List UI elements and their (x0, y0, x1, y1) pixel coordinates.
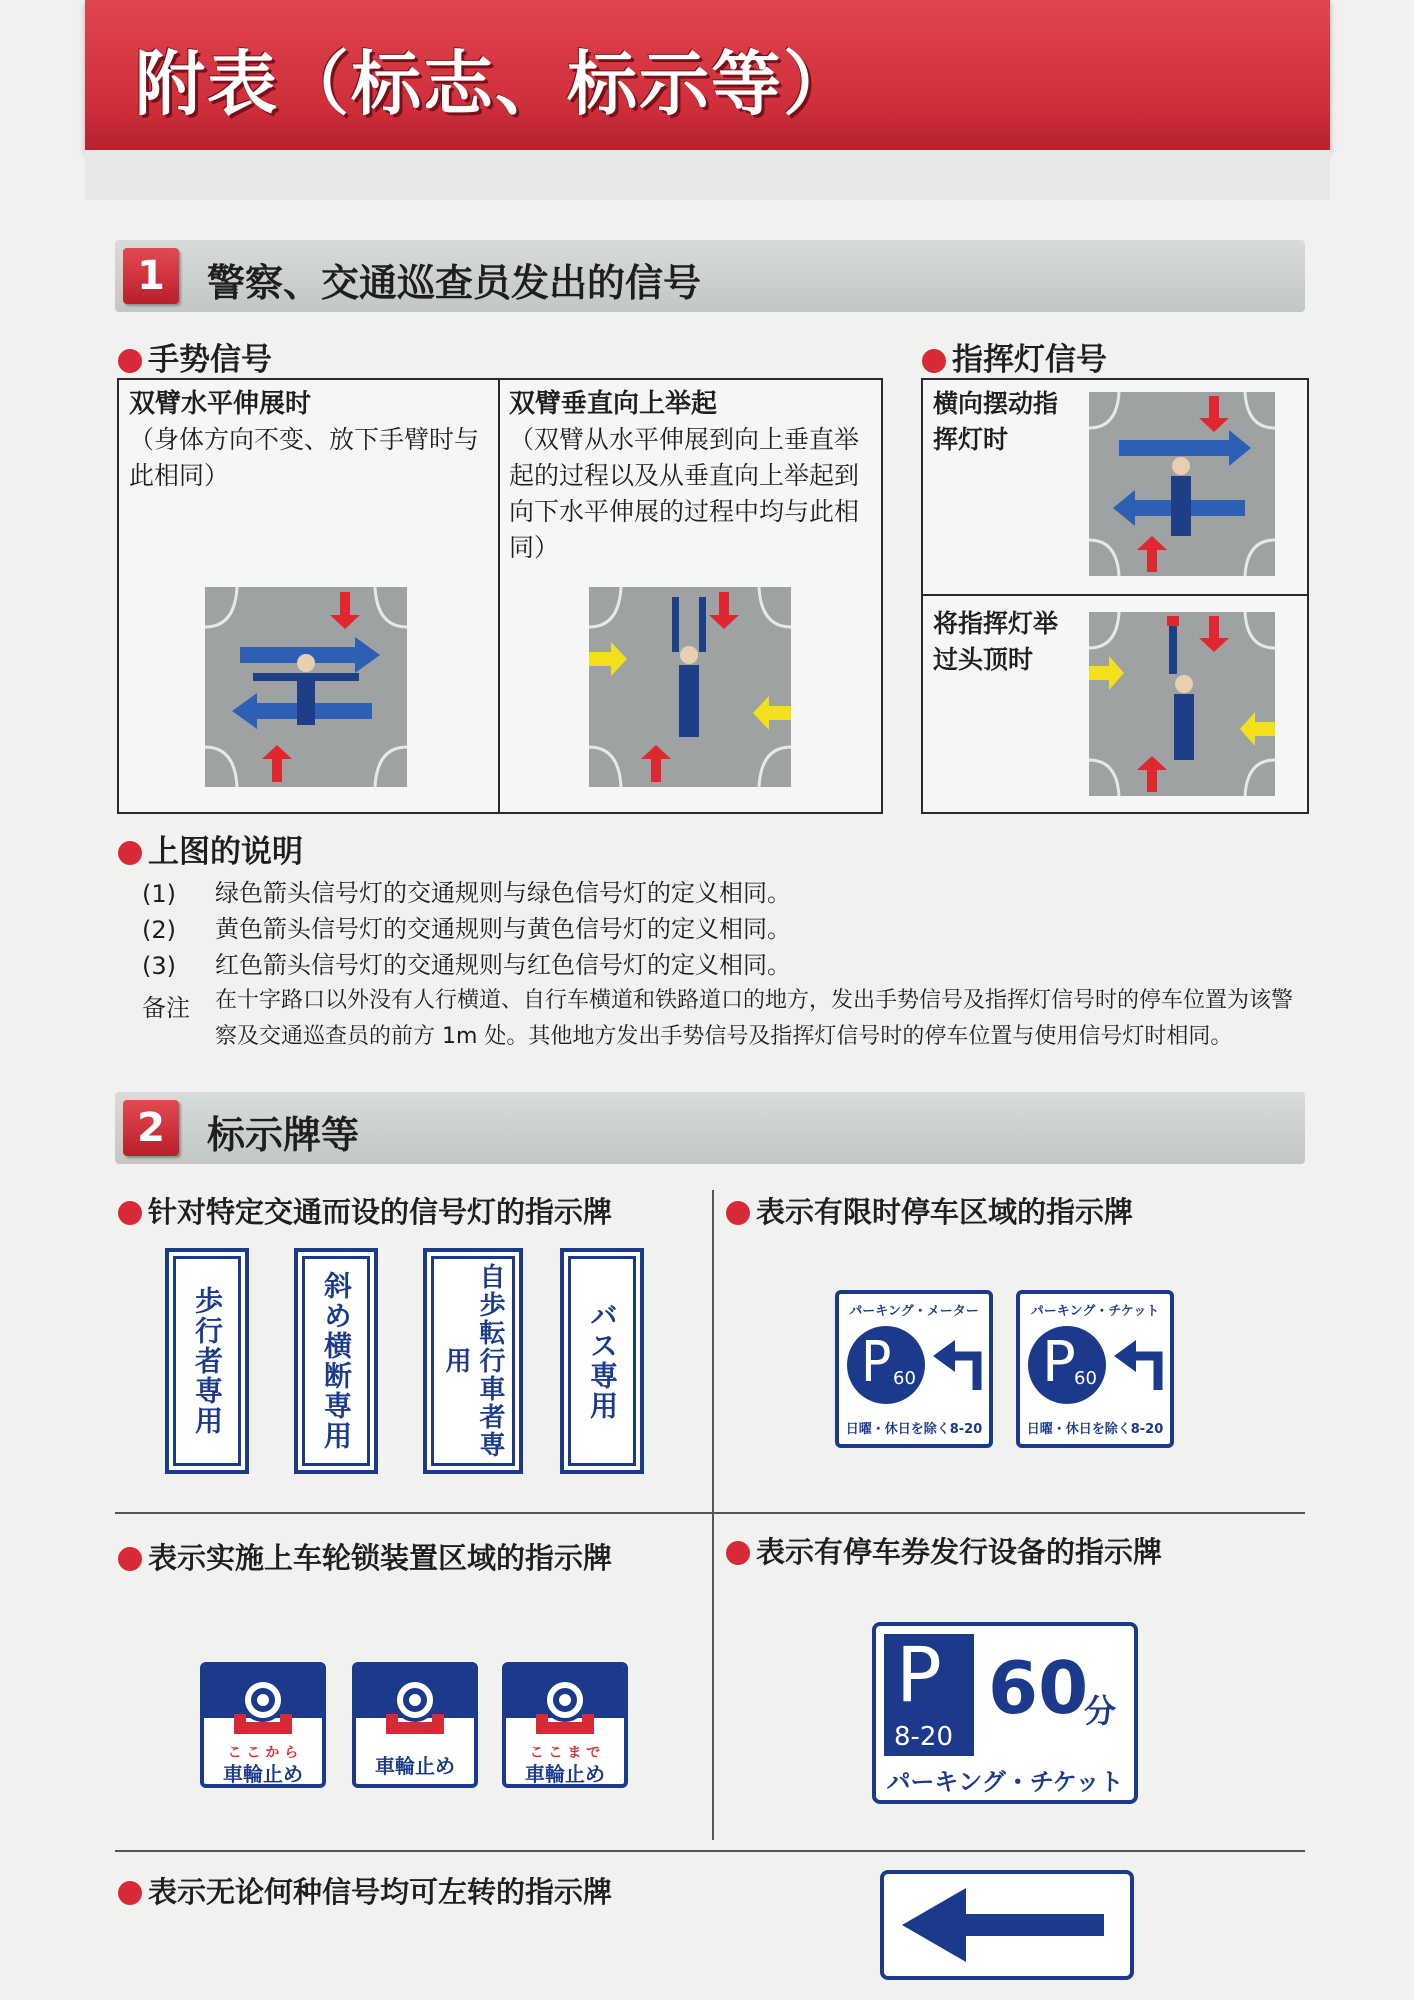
wheel-lock-sign (352, 1662, 478, 1788)
explain-heading: 上图的说明 (118, 826, 303, 871)
intersection-illustration (589, 587, 791, 787)
sign-minutes-unit: 分 (1084, 1692, 1117, 1730)
sign-p-block (884, 1630, 974, 1756)
wheel-lock-end-sign (502, 1662, 628, 1788)
cell-vertical-arms (509, 386, 871, 566)
ticket-heading: 表示有停车券发行设备的指示牌 (726, 1530, 1162, 1571)
sign-line2: 車輪止め (223, 1762, 303, 1786)
specific-traffic-heading: 针对特定交通而设的信号灯的指示牌 (118, 1190, 612, 1231)
sign-bottom-text: 日曜・休日を除く8-20 (1026, 1422, 1164, 1437)
arrow-left-icon (884, 1874, 1130, 1976)
section-1-header (115, 240, 1305, 312)
sign-top-text: パーキング・チケット (1030, 1304, 1160, 1319)
intersection-illustration (1089, 612, 1275, 796)
page-title: 附表（标志、标示等） (135, 43, 855, 125)
wheel-clamp-icon (382, 1676, 448, 1736)
sign-p-letter: P (896, 1630, 942, 1719)
bullet-icon (118, 1547, 142, 1571)
cell-title: 双臂垂直向上举起 (509, 389, 718, 419)
section-2-header (115, 1092, 1305, 1164)
pedestrian-bicycle-sign: 自歩転行車者専用 (423, 1248, 523, 1474)
parking-ticket-equipment-sign (872, 1622, 1138, 1804)
page-banner (85, 0, 1330, 150)
note-text: 红色箭头信号灯的交通规则与红色信号灯的定义相同。 (215, 951, 791, 979)
note-number: (3) (142, 952, 176, 980)
left-turn-heading: 表示无论何种信号均可左转的指示牌 (118, 1870, 612, 1911)
section-2-title: 标示牌等 (207, 1113, 360, 1157)
banner-shadow-band (85, 150, 1330, 200)
sign-bottom-text: 日曜・休日を除く8-20 (845, 1422, 983, 1437)
wheel-clamp-icon (230, 1676, 296, 1736)
parking-p-circle: P 60 (847, 1326, 925, 1404)
cell-horizontal-arms (129, 386, 489, 494)
section-1-number: 1 (123, 248, 179, 304)
note-text: 黄色箭头信号灯的交通规则与黄色信号灯的定义相同。 (215, 915, 791, 943)
cell-light-swing: 横向摆动指挥灯时 (933, 389, 1059, 454)
note-number: (2) (142, 916, 176, 944)
cell-desc: （双臂从水平伸展到向上垂直举起的过程以及从垂直向上举起到向下水平伸展的过程中均与此相同） (509, 425, 860, 562)
sign-line1: こ こ か ら (227, 1745, 299, 1761)
cell-title: 双臂水平伸展时 (129, 389, 312, 419)
arrow-left-turn-icon (1110, 1338, 1166, 1394)
arrow-left-turn-icon (929, 1338, 985, 1394)
bullet-icon (726, 1201, 750, 1225)
bullet-icon (118, 1201, 142, 1225)
diagonal-crossing-sign: 斜め横断専用 (294, 1248, 378, 1474)
sign-top-text: パーキング・メーター (849, 1304, 979, 1319)
time-limited-heading: 表示有限时停车区域的指示牌 (726, 1190, 1133, 1231)
officer-arms-raised-icon (589, 587, 791, 787)
sign-line2: 車輪止め (375, 1754, 455, 1778)
bullet-icon (922, 349, 946, 373)
light-signal-table (921, 378, 1309, 814)
grid-divider-vertical (712, 1190, 714, 1840)
table-divider (923, 594, 1307, 596)
section-2-number: 2 (123, 1100, 179, 1156)
bus-only-sign: バス専用 (560, 1248, 644, 1474)
bullet-icon (118, 1881, 142, 1905)
sign-minutes: 60 (988, 1646, 1089, 1730)
wheel-lock-heading: 表示实施上车轮锁装置区域的指示牌 (118, 1530, 678, 1586)
intersection-illustration (205, 587, 407, 787)
parking-p-circle: P 60 (1028, 1326, 1106, 1404)
sign-hours: 8-20 (894, 1722, 954, 1752)
parking-meter-sign (835, 1290, 993, 1448)
grid-divider-horizontal (115, 1850, 1305, 1852)
officer-swing-light-icon (1089, 392, 1275, 576)
intersection-illustration (1089, 392, 1275, 576)
note-number: (1) (142, 880, 176, 908)
hand-signal-heading: 手势信号 (118, 334, 272, 379)
grid-divider-horizontal (115, 1512, 1305, 1514)
note-text: 绿色箭头信号灯的交通规则与绿色信号灯的定义相同。 (215, 879, 791, 907)
sign-line2: 車輪止め (525, 1762, 605, 1786)
bullet-icon (726, 1541, 750, 1565)
bullet-icon (118, 841, 142, 865)
sign-line1: こ こ ま で (529, 1745, 601, 1761)
left-turn-any-signal-sign (880, 1870, 1134, 1980)
bullet-icon (118, 349, 142, 373)
cell-light-raised: 将指挥灯举过头顶时 (933, 609, 1059, 674)
parking-ticket-sign (1016, 1290, 1174, 1448)
remark-text: 在十字路口以外没有人行横道、自行车横道和铁路道口的地方，发出手势信号及指挥灯信号时的停车位置为该警察及交通巡查员的前方 1m 处。其他地方发出手势信号及指挥灯信号时的停车位置与使用信号灯时相同。 (215, 988, 1294, 1049)
section-1-title: 警察、交通巡查员发出的信号 (207, 261, 702, 305)
pedestrian-only-sign: 歩行者専用 (165, 1248, 249, 1474)
cell-desc: （身体方向不变、放下手臂时与此相同） (129, 425, 480, 490)
light-signal-heading: 指挥灯信号 (922, 334, 1107, 379)
table-divider (498, 380, 500, 812)
sign-caption: パーキング・チケット (886, 1768, 1124, 1796)
officer-arms-horizontal-icon (205, 587, 407, 787)
wheel-lock-start-sign (200, 1662, 326, 1788)
hand-signal-table (117, 378, 883, 814)
wheel-clamp-icon (532, 1676, 598, 1736)
remark-label: 备注 (142, 994, 190, 1022)
officer-raised-light-icon (1089, 612, 1275, 796)
